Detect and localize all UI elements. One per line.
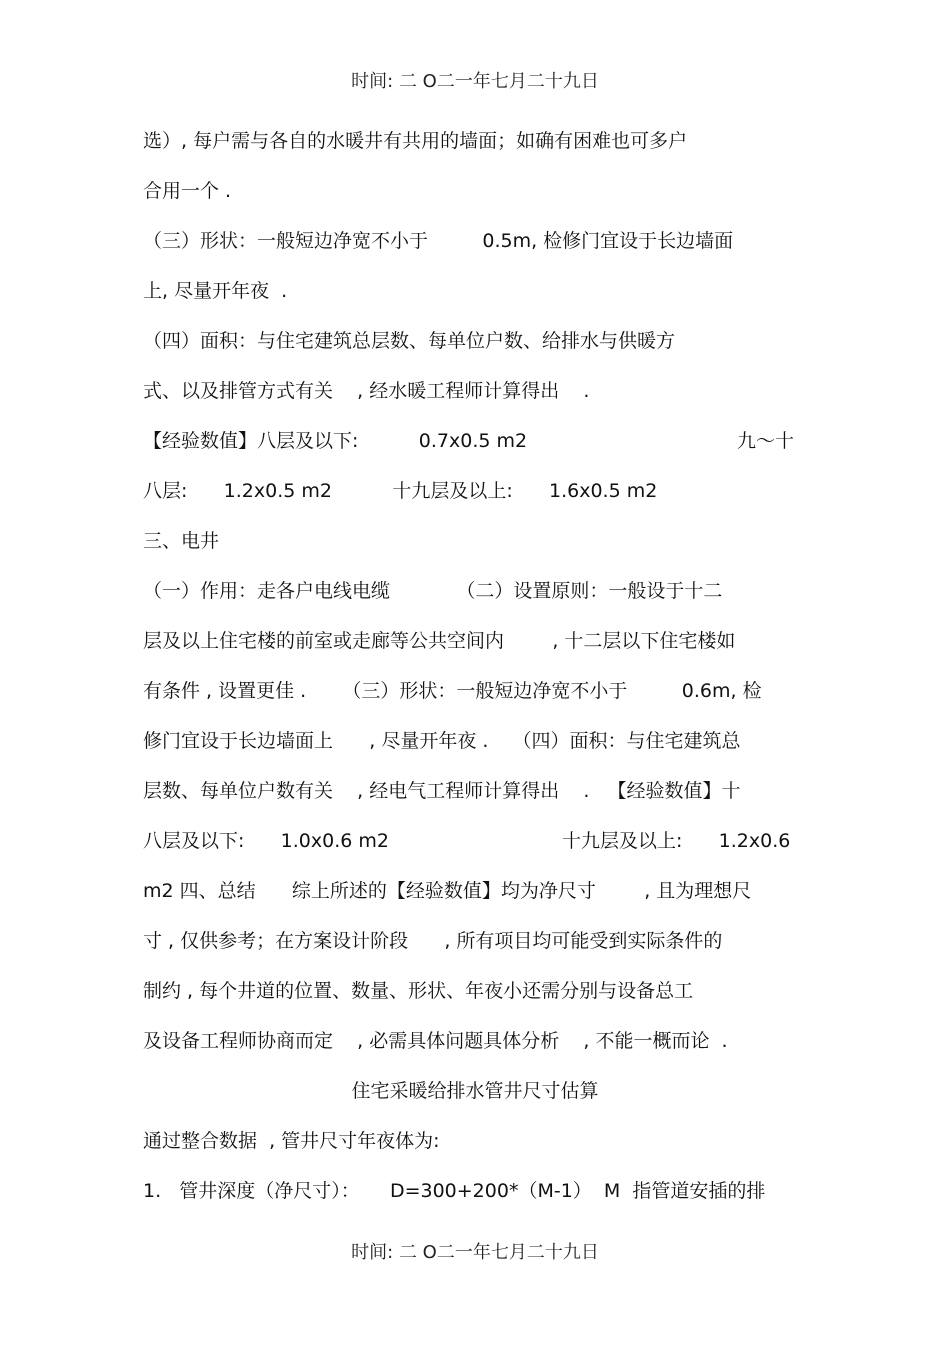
section-heading-electric-shaft: 三、电井	[143, 530, 220, 552]
text-line-20: 通过整合数据 , 管井尺寸年夜体为:	[143, 1130, 440, 1152]
section-title: 住宅采暖给排水管井尺寸估算	[351, 1080, 599, 1102]
text-line-11: 层及以上住宅楼的前室或走廊等公共空间内 , 十二层以下住宅楼如	[143, 630, 736, 652]
text-line-18: 制约 , 每个井道的位置、数量、形状、年夜小还需分别与设备总工	[143, 980, 694, 1002]
page-footer: 时间: 二 O二一年七月二十九日	[351, 1242, 599, 1263]
text-line-15-right: 十九层及以上: 1.2x0.6	[562, 830, 791, 852]
text-line-3: （三）形状：一般短边净宽不小于 0.5m, 检修门宜设于长边墙面	[143, 230, 734, 252]
text-line-7-right: 九～十	[737, 430, 795, 452]
text-line-6: 式、以及排管方式有关 , 经水暖工程师计算得出 .	[143, 380, 590, 402]
text-line-15: 八层及以下: 1.0x0.6 m2	[143, 830, 389, 852]
text-line-13: 修门宜设于长边墙面上 , 尽量开年夜 . （四）面积：与住宅建筑总	[143, 730, 741, 752]
text-line-17: 寸 , 仅供参考；在方案设计阶段 , 所有项目均可能受到实际条件的	[143, 930, 723, 952]
text-line-8: 八层: 1.2x0.5 m2 十九层及以上: 1.6x0.5 m2	[143, 480, 658, 502]
text-line-12: 有条件 , 设置更佳 . （三）形状：一般短边净宽不小于 0.6m, 检	[143, 680, 762, 702]
text-line-21: 1. 管井深度（净尺寸）： D=300+200*（M-1） M 指管道安插的排	[143, 1180, 766, 1202]
text-line-2: 合用一个 .	[143, 180, 232, 202]
text-line-16: m2 四、总结 综上所述的【经验数值】均为净尺寸 , 且为理想尺	[143, 880, 752, 902]
text-line-5: （四）面积：与住宅建筑总层数、每单位户数、给排水与供暖方	[143, 330, 676, 352]
text-line-1: 选）, 每户需与各自的水暖井有共用的墙面；如确有困难也可多户	[143, 130, 688, 152]
page-header: 时间: 二 O二一年七月二十九日	[351, 71, 599, 92]
text-line-4: 上, 尽量开年夜 .	[143, 280, 288, 302]
text-line-14: 层数、每单位户数有关 , 经电气工程师计算得出 . 【经验数值】十	[143, 780, 741, 802]
text-line-7: 【经验数值】八层及以下: 0.7x0.5 m2	[143, 430, 528, 452]
text-line-19: 及设备工程师协商而定 , 必需具体问题具体分析 , 不能一概而论 .	[143, 1030, 728, 1052]
text-line-10: （一）作用：走各户电线电缆 （二）设置原则：一般设于十二	[143, 580, 723, 602]
